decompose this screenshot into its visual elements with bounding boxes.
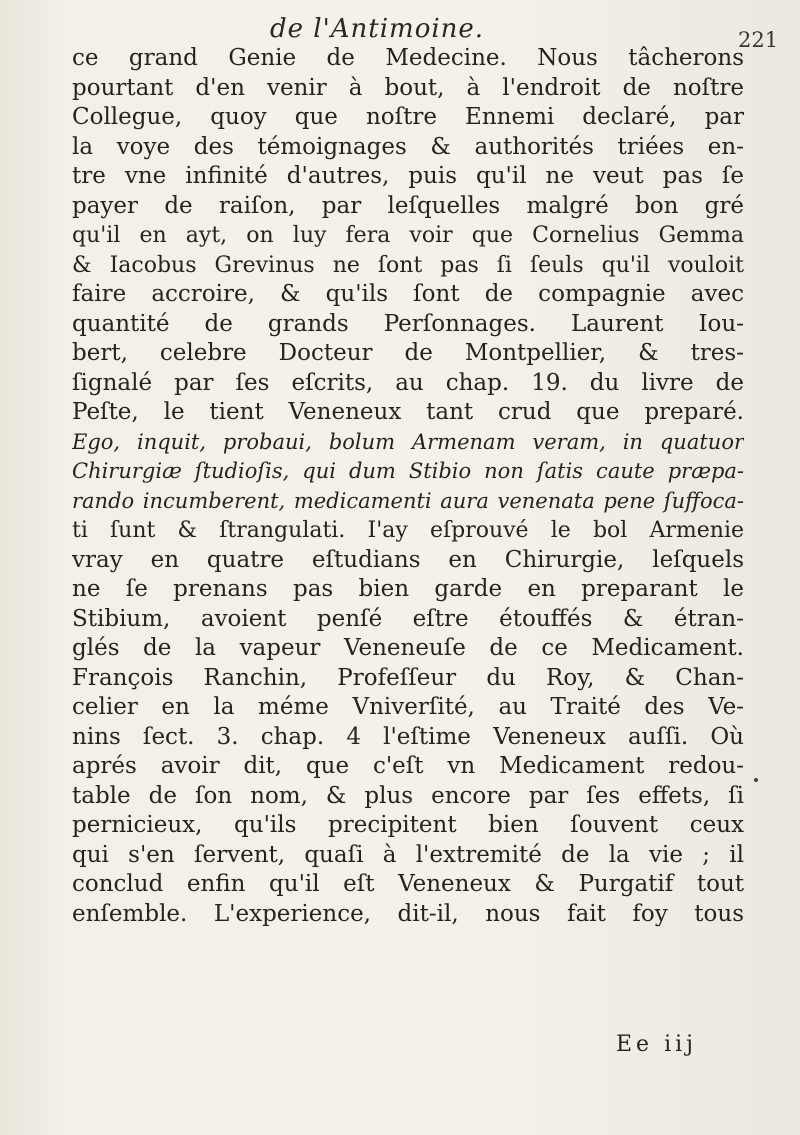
text-line: pourtant d'en venir à bout, à l'endroit de noſtre xyxy=(72,74,744,101)
text-line: Collegue, quoy que noſtre Ennemi declaré, par xyxy=(72,104,744,130)
text-line: faire accroire, & qu'ils ſont de compagnie avec xyxy=(72,281,744,307)
text-line: quantité de grands Perſonnages. Laurent Iou- xyxy=(72,310,744,337)
text-line: qui s'en ſervent, quaſi à l'extremité de la vie ; il xyxy=(72,841,744,868)
text-line: aprés avoir dit, que c'eſt vn Medicament redou- xyxy=(72,753,744,779)
text-line: qu'il en ayt, on luy fera voir que Cornelius Gemma xyxy=(72,223,744,248)
text-line: ce grand Genie de Medecine. Nous tâcherons xyxy=(72,45,744,71)
page-number: 221 xyxy=(738,28,779,52)
text-line: ne ſe prenans pas bien garde en preparant le xyxy=(72,576,744,602)
latin-quote-line: rando incumberent, medicamenti aura venenata pene ſuffoca- xyxy=(72,488,744,513)
text-line: Stibium, avoient penſé eſtre étouffés & étran- xyxy=(72,605,744,632)
latin-quote-line: Ego, inquit, probaui, bolum Armenam veram, in quatuor xyxy=(72,429,744,454)
text-line: celier en la méme Vniverſité, au Traité des Ve- xyxy=(72,694,744,720)
text-line: pernicieux, qu'ils precipitent bien ſouvent ceux xyxy=(72,812,744,838)
body-text xyxy=(72,44,744,929)
ink-speck xyxy=(754,778,758,782)
text-line: glés de la vapeur Veneneuſe de ce Medicament. xyxy=(72,635,744,661)
text-line: François Ranchin, Profeſſeur du Roy, & Chan- xyxy=(72,664,744,691)
text-line: ſignalé par ſes eſcrits, au chap. 19. du livre de xyxy=(72,369,744,396)
running-title: de l'Antimoine. xyxy=(270,14,485,44)
text-line: Peſte, le tient Veneneux tant crud que preparé. xyxy=(72,399,744,425)
text-line: & Iacobus Grevinus ne ſont pas ſi ſeuls qu'il vouloit xyxy=(72,252,744,278)
text-line: payer de raiſon, par leſquelles malgré bon gré xyxy=(72,192,744,219)
text-line: table de ſon nom, & plus encore par ſes effets, ſi xyxy=(72,782,744,809)
text-line: ti ſunt & ſtrangulati. I'ay eſprouvé le bol Armenie xyxy=(72,518,744,543)
text-line: vray en quatre eſtudians en Chirurgie, leſquels xyxy=(72,546,744,573)
text-line: conclud enfin qu'il eſt Veneneux & Purgatif tout xyxy=(72,871,744,897)
text-line: nins ſect. 3. chap. 4 l'eſtime Veneneux auſſi. Où xyxy=(72,723,744,750)
text-line: la voye des témoignages & authorités triées en- xyxy=(72,133,744,160)
text-line: enſemble. L'experience, dit-il, nous fait foy tous xyxy=(72,900,744,927)
latin-quote-line: Chirurgiæ ſtudioſis, qui dum Stibio non ſatis caute præpa- xyxy=(72,459,744,483)
signature-mark: Ee iij xyxy=(616,1032,697,1057)
text-line: bert, celebre Docteur de Montpellier, & tres- xyxy=(72,340,744,366)
text-line: tre vne infinité d'autres, puis qu'il ne veut pas ſe xyxy=(72,163,744,189)
